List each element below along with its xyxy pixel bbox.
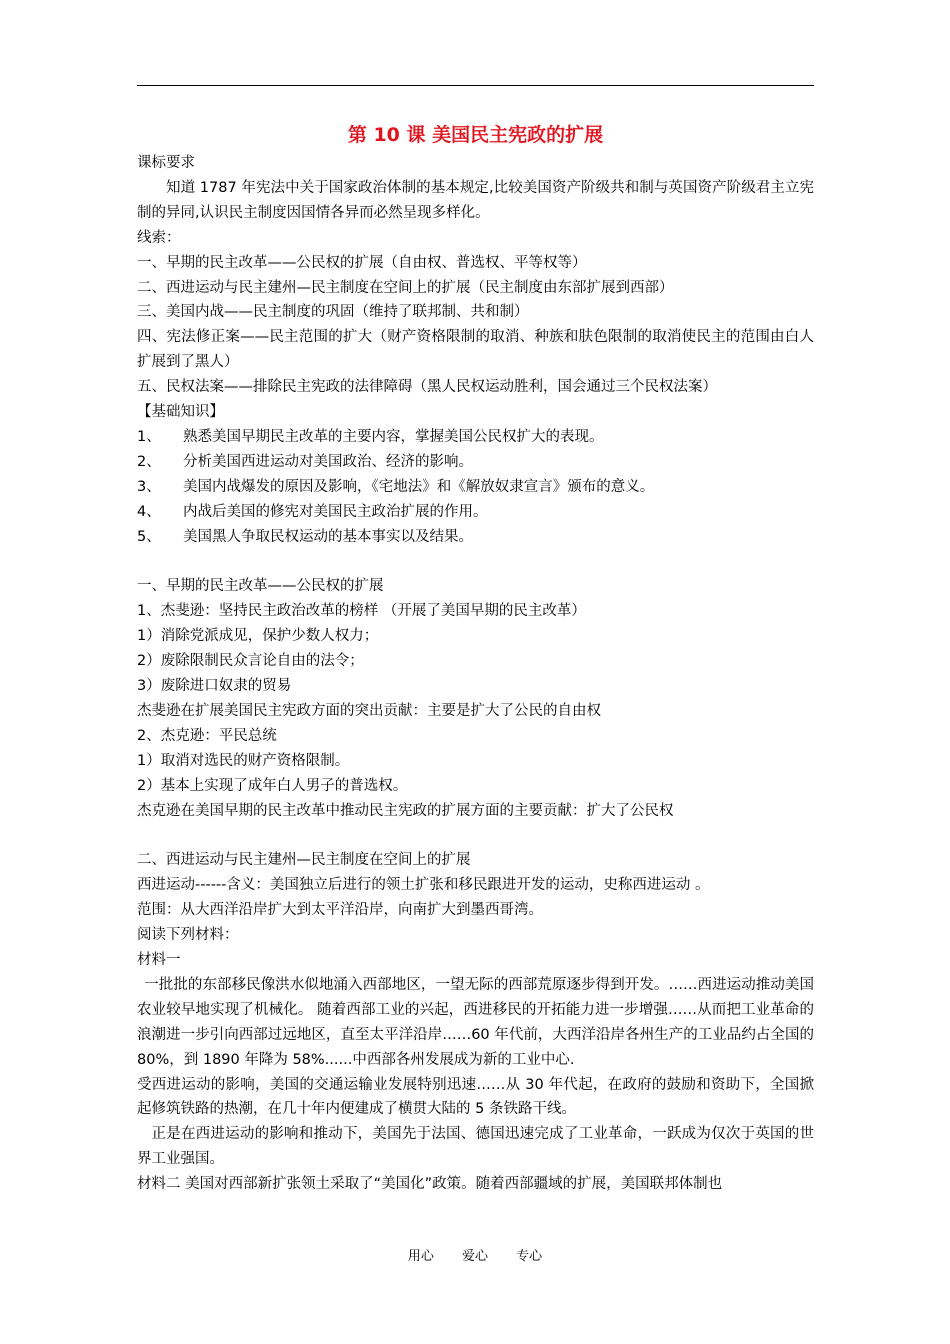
page-footer xyxy=(0,1245,950,1264)
jefferson-heading: 1、杰斐逊：坚持民主政治改革的榜样 （开展了美国早期的民主改革） xyxy=(137,603,586,620)
blank-line xyxy=(137,823,814,848)
section-1-heading: 一、早期的民主改革——公民权的扩展 xyxy=(137,578,384,595)
reading-prompt: 阅读下列材料： xyxy=(137,927,239,944)
basics-item xyxy=(137,525,814,550)
basics-item-number: 4、 xyxy=(137,503,161,520)
westward-scope: 范围：从大西洋沿岸扩大到太平洋沿岸，向南扩大到墨西哥湾。 xyxy=(137,902,543,919)
basics-item-text: 分析美国西进运动对美国政治、经济的影响。 xyxy=(183,453,473,470)
westward-definition: 西进运动------含义：美国独立后进行的领土扩张和移民跟进开发的运动，史称西进运动 。 xyxy=(137,877,710,894)
standards-paragraph: 知道 1787 年宪法中关于国家政治体制的基本规定,比较美国资产阶级共和制与英国资产阶级君主立宪制的异同,认识民主制度因国情各异而必然呈现多样化。 xyxy=(137,179,814,221)
material-1-label: 材料一 xyxy=(137,951,181,968)
header-rule xyxy=(137,85,814,86)
jackson-contribution: 杰克逊在美国早期的民主改革中推动民主宪政的扩展方面的主要贡献：扩大了公民权 xyxy=(137,802,674,819)
section-heading-standards: 课标要求 xyxy=(137,155,195,171)
basics-item-text: 美国黑人争取民权运动的基本事实以及结果。 xyxy=(183,528,473,545)
clues-heading: 线索： xyxy=(137,229,181,246)
document-body xyxy=(137,120,814,1197)
basics-item-text: 内战后美国的修宪对美国民主政治扩展的作用。 xyxy=(183,503,488,520)
basics-item xyxy=(137,500,814,525)
lesson-title: 第 10 课 美国民主宪政的扩展 xyxy=(347,124,604,146)
material-1-paragraph: 一批批的东部移民像洪水似地涌入西部地区，一望无际的西部荒原逐步得到开发。……西进运动推动美国农业较早地实现了机械化。 随着西部工业的兴起，西进移民的开拓能力进一步增强……从而把工业革命的浪潮进一步引向西部过远地区，直至太平洋沿岸……60 年代前，大西洋沿岸各州生产的工业品约占全国的 80%，到 1890 年降为 58%......中西部各州发展成为新的工业中心. xyxy=(137,976,814,1068)
blank-line xyxy=(137,550,814,575)
clue-item-3: 三、美国内战——民主制度的巩固（维持了联邦制、共和制） xyxy=(137,304,529,321)
footer-word: 爱心 xyxy=(461,1249,488,1264)
jefferson-point-2: 2）废除限制民众言论自由的法令； xyxy=(137,653,364,670)
clue-item-2: 二、西进运动与民主建州—民主制度在空间上的扩展（民主制度由东部扩展到西部） xyxy=(137,279,674,296)
basics-item-number: 5、 xyxy=(137,528,161,545)
jefferson-point-1: 1）消除党派成见，保护少数人权力； xyxy=(137,628,379,645)
basics-item-text: 熟悉美国早期民主改革的主要内容，掌握美国公民权扩大的表现。 xyxy=(183,428,604,445)
footer-word: 用心 xyxy=(407,1249,434,1264)
clue-item-5: 五、民权法案——排除民主宪政的法律障碍（黑人民权运动胜利，国会通过三个民权法案） xyxy=(137,379,717,396)
material-1-transport-paragraph: 受西进运动的影响，美国的交通运输业发展特别迅速……从 30 年代起，在政府的鼓励和资助下，全国掀起修筑铁路的热潮，在几十年内便建成了横贯大陆的 5 条铁路干线。 xyxy=(137,1076,814,1118)
material-2-paragraph: 材料二 美国对西部新扩张领土采取了“美国化”政策。随着西部疆域的扩展，美国联邦体制也 xyxy=(137,1176,723,1193)
jefferson-point-3: 3）废除进口奴隶的贸易 xyxy=(137,678,292,695)
clue-item-1: 一、早期的民主改革——公民权的扩展（自由权、普选权、平等权等） xyxy=(137,254,587,271)
basics-item-number: 3、 xyxy=(137,478,161,495)
basics-item xyxy=(137,475,814,500)
jackson-heading: 2、杰克逊：平民总统 xyxy=(137,727,277,744)
clue-item-4: 四、宪法修正案——民主范围的扩大（财产资格限制的取消、种族和肤色限制的取消使民主的范围由白人扩展到了黑人） xyxy=(137,329,814,371)
basics-item-text: 美国内战爆发的原因及影响，《宅地法》和《解放奴隶宣言》颁布的意义。 xyxy=(183,478,655,495)
jackson-point-1: 1）取消对选民的财产资格限制。 xyxy=(137,752,350,769)
basics-item-number: 2、 xyxy=(137,453,161,470)
basics-item-number: 1、 xyxy=(137,428,161,445)
basics-item xyxy=(137,450,814,475)
section-2-heading: 二、西进运动与民主建州—民主制度在空间上的扩展 xyxy=(137,852,471,869)
basics-heading: 【基础知识】 xyxy=(137,404,224,421)
jackson-point-2: 2）基本上实现了成年白人男子的普选权。 xyxy=(137,777,408,794)
jefferson-contribution: 杰斐逊在扩展美国民主宪政方面的突出贡献：主要是扩大了公民的自由权 xyxy=(137,702,601,719)
material-1-conclusion-paragraph: 正是在西进运动的影响和推动下，美国先于法国、德国迅速完成了工业革命，一跃成为仅次于英国的世界工业强国。 xyxy=(137,1126,814,1168)
footer-word: 专心 xyxy=(516,1249,543,1264)
basics-item xyxy=(137,425,814,450)
